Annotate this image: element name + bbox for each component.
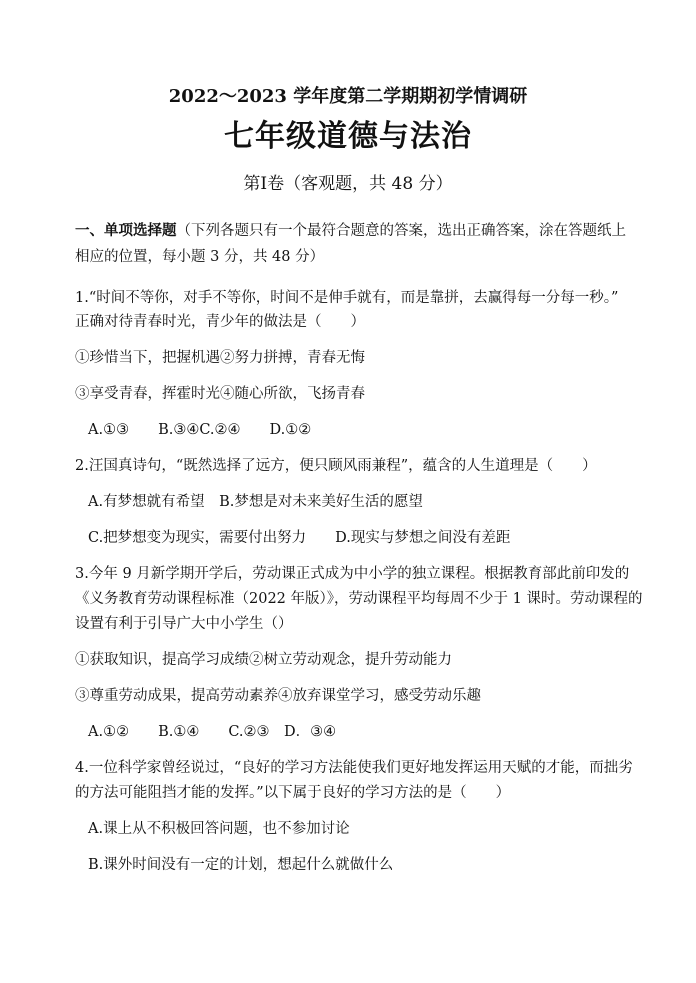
term-title: 2022～2023 学年度第二学期期初学情调研 — [168, 86, 528, 107]
question-4-stem-line2: 的方法可能阻挡才能的发挥。”以下属于良好的学习方法的是（ ） — [75, 785, 511, 801]
question-2-stem-line1: 2.汪国真诗句，“既然选择了远方，便只顾风雨兼程”，蕴含的人生道理是（ ） — [75, 458, 597, 474]
question-3-stem-line1: 3.今年 9 月新学期开学后，劳动课正式成为中小学的独立课程。根据教育部此前印发的 — [75, 566, 630, 582]
question-1-statement-line1: ①珍惜当下，把握机遇②努力拼搏，青春无悔 — [75, 350, 365, 366]
question-1-statement-line2: ③享受青春，挥霍时光④随心所欲，飞扬青春 — [75, 386, 365, 402]
question-2-option-line2: C.把梦想变为现实，需要付出努力 D.现实与梦想之间没有差距 — [88, 530, 511, 546]
subject-title: 七年级道德与法治 — [224, 119, 472, 154]
section-heading-instructions: （下列各题只有一个最符合题意的答案，选出正确答案，涂在答题纸上 — [176, 223, 626, 239]
question-3-stem-line3: 设置有利于引导广大中小学生（） — [75, 616, 293, 632]
section-heading-label: 一、单项选择题 — [75, 222, 177, 239]
question-3-statement-line1: ①获取知识，提高学习成绩②树立劳动观念，提升劳动能力 — [75, 652, 452, 668]
question-4-option-line1: A.课上从不积极回答问题，也不参加讨论 — [88, 821, 350, 837]
question-3-statement-line2: ③尊重劳动成果，提高劳动素养④放弃课堂学习，感受劳动乐趣 — [75, 688, 481, 704]
question-4-stem-line1: 4.一位科学家曾经说过，“良好的学习方法能使我们更好地发挥运用天赋的才能，而拙劣 — [75, 760, 633, 776]
question-1-stem-line1: 1.“时间不等你，对手不等你，时间不是伸手就有，而是靠拼，去赢得每一分每一秒。” — [75, 290, 619, 306]
section-heading-line1 — [75, 221, 626, 241]
section-title: 第Ⅰ卷（客观题，共 48 分） — [243, 174, 453, 194]
question-3-options: A.①② B.①④ C.②③ D．③④ — [88, 724, 337, 740]
question-3-stem-line2: 《义务教育劳动课程标准（2022 年版）》，劳动课程平均每周不少于 1 课时。劳动课程的 — [75, 591, 643, 607]
question-2-option-line1: A.有梦想就有希望 B.梦想是对未来美好生活的愿望 — [88, 494, 423, 510]
question-1-stem-line2: 正确对待青春时光，青少年的做法是（ ） — [75, 314, 365, 330]
question-1-options: A.①③ B.③④C.②④ D.①② — [88, 422, 312, 438]
question-4-option-line2: B.课外时间没有一定的计划，想起什么就做什么 — [88, 857, 394, 873]
section-heading-line2: 相应的位置，每小题 3 分，共 48 分） — [75, 249, 325, 265]
